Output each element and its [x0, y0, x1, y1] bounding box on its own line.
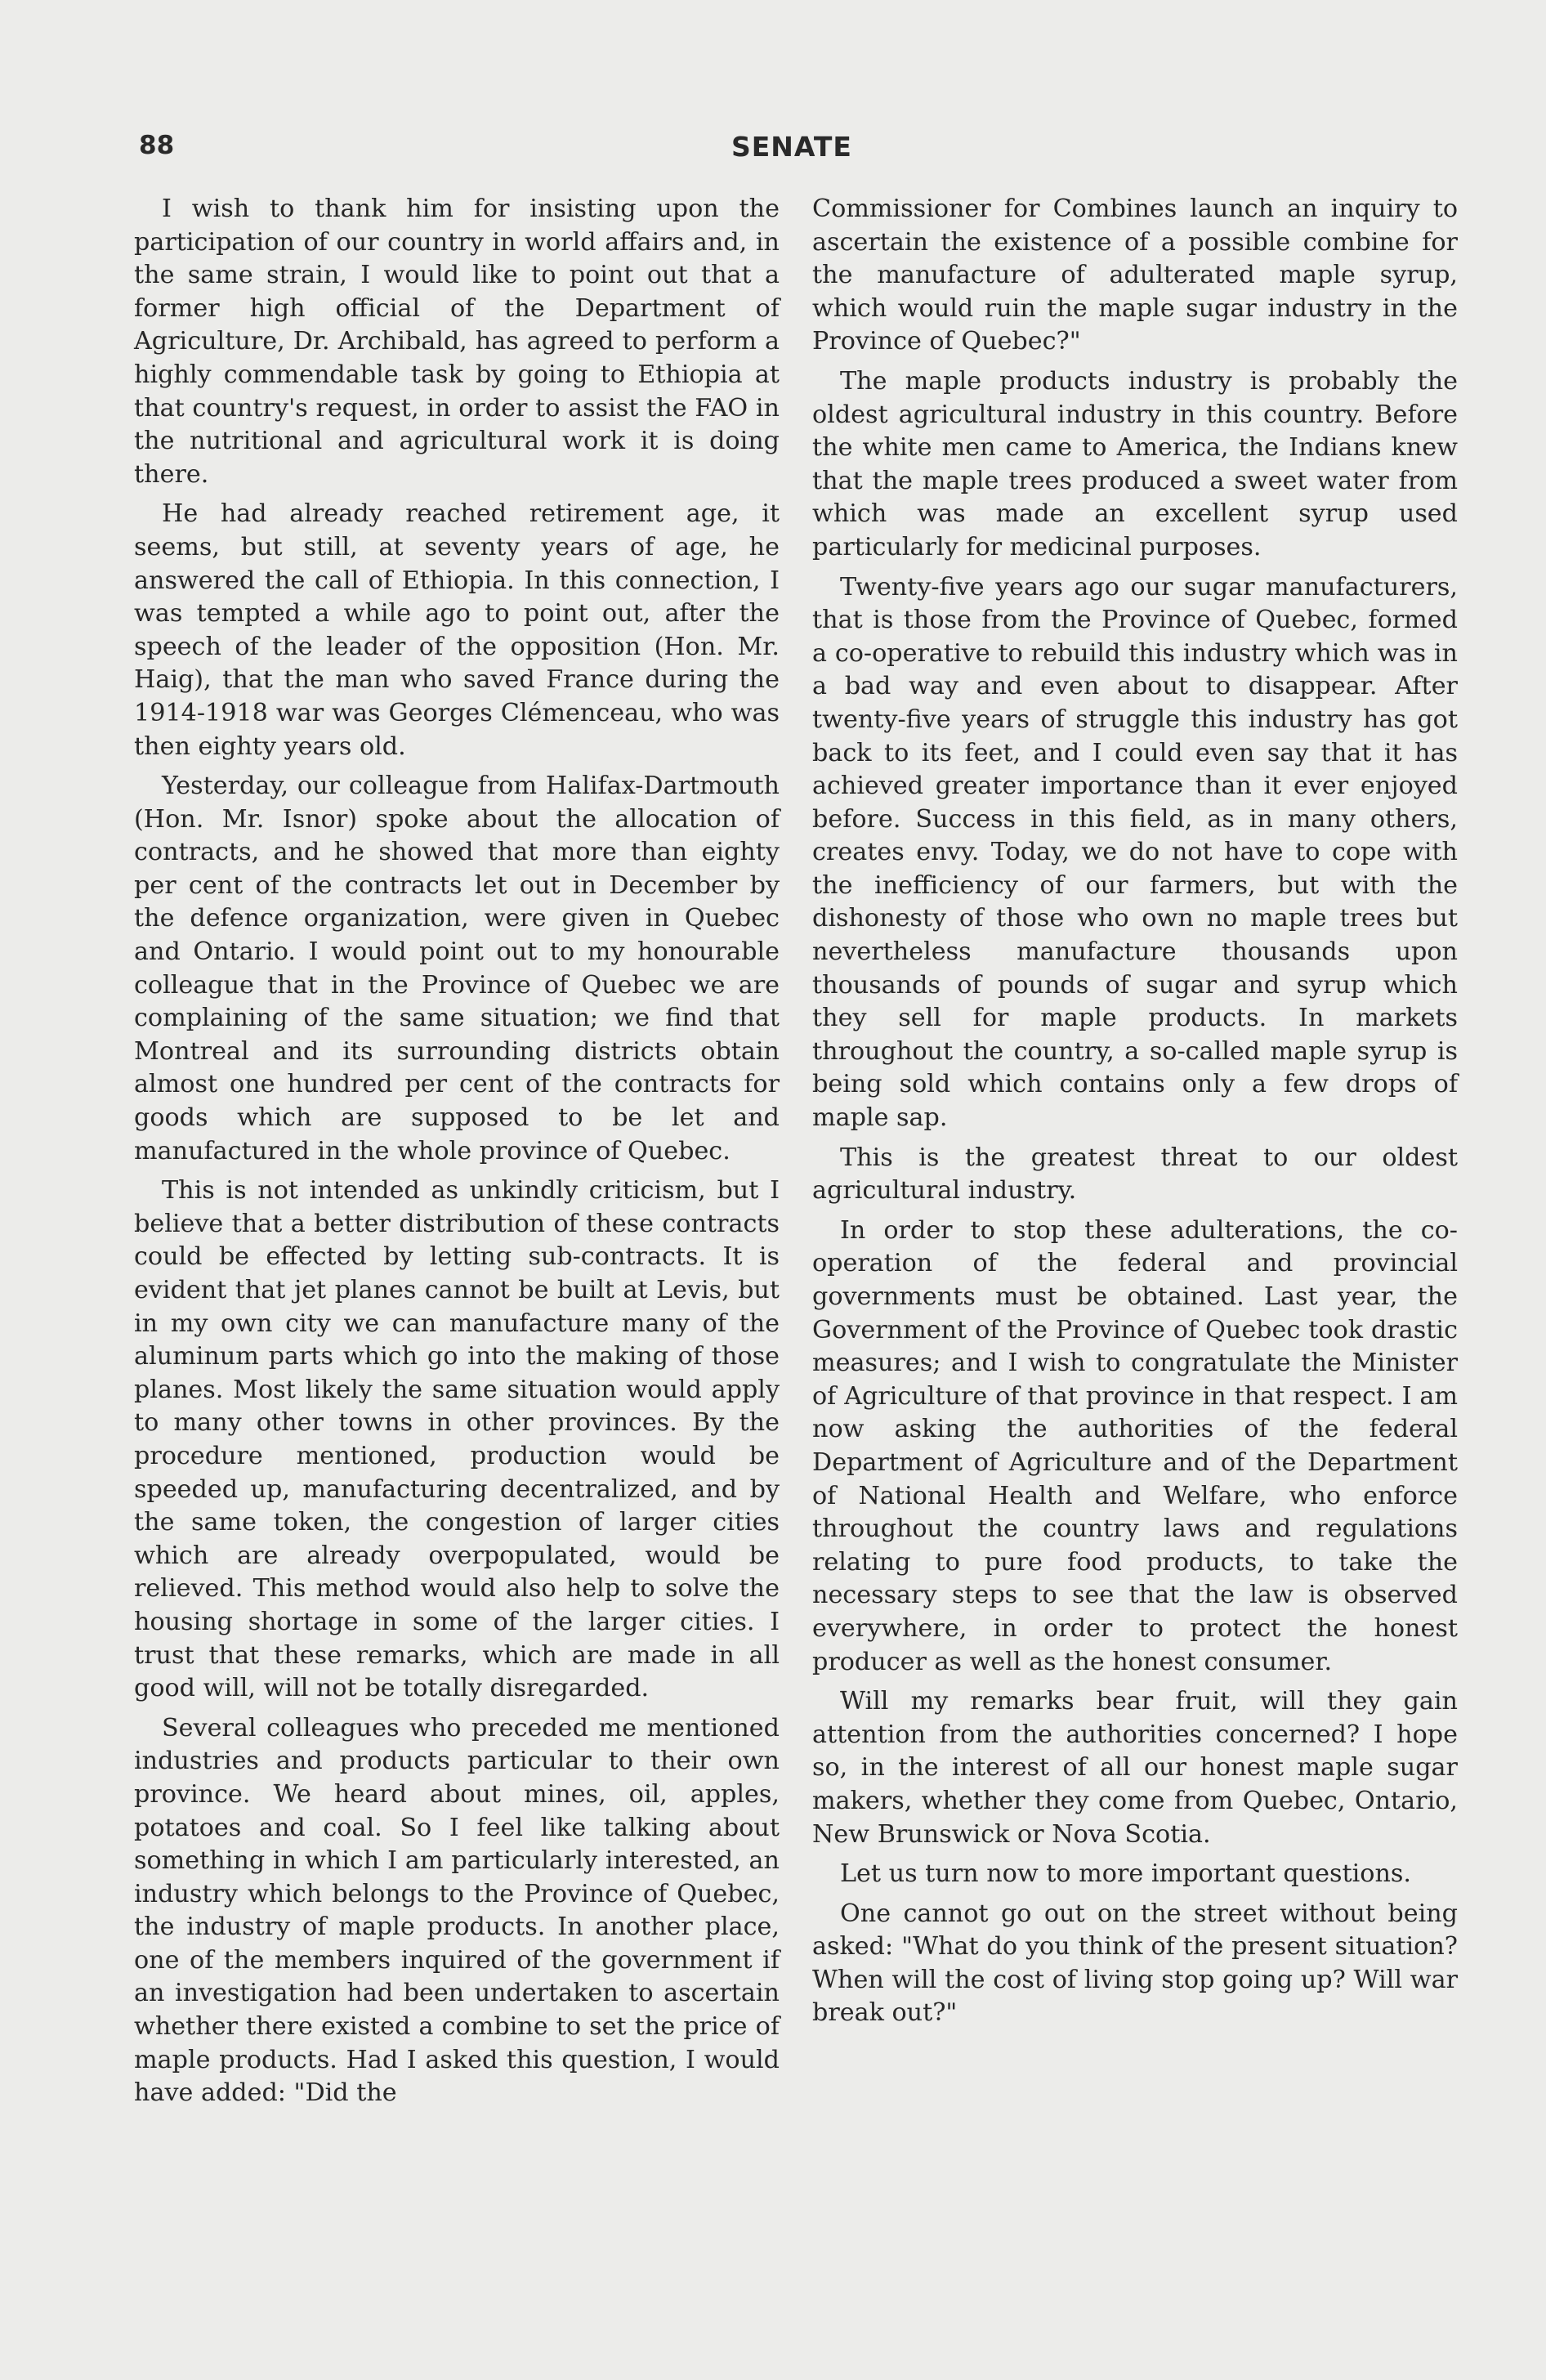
paragraph: This is not intended as unkindly criticism, but I believe that a better distribution of these contracts could be effected by letting sub-contracts. It is evident that jet planes cannot be built at Levis, but in my own city we can manufacture many of the aluminum parts which go into the making of those planes. Most likely the same situation would apply to many other towns in other provinces. By the procedure mentioned, production would be speeded up, manufacturing decentralized, and by the same token, the congestion of larger cities which are already overpopulated, would be relieved. This method would also help to solve the housing shortage in some of the larger cities. I trust that these remarks, which are made in all good will, will not be totally disregarded. [134, 1176, 780, 1703]
right-column [812, 193, 1458, 2037]
running-head: SENATE [731, 131, 852, 163]
paragraph: The maple products industry is probably the oldest agricultural industry in this country. Before the white men came to America, the Indians knew that the maple trees produced a sweet water from which was made an excellent syrup used particularly for medicinal purposes. [812, 366, 1458, 561]
page-number: 88 [139, 131, 175, 160]
paragraph: Twenty-five years ago our sugar manufacturers, that is those from the Province of Quebec, formed a co-operative to rebuild this industry which was in a bad way and even about to disappear. After twenty-five years of struggle this industry has got back to its feet, and I could even say that it has achieved greater importance than it ever enjoyed before. Success in this field, as in many others, creates envy. Today, we do not have to cope with the inefficiency of our farmers, but with the dishonesty of those who own no maple trees but nevertheless manufacture thousands upon thousands of pounds of sugar and syrup which they sell for maple products. In markets throughout the country, a so-called maple syrup is being sold which contains only a few drops of maple sap. [812, 572, 1458, 1133]
paragraph: One cannot go out on the street without being asked: "What do you think of the present situation? When will the cost of living stop going up? Will war break out?" [812, 1899, 1458, 2028]
paragraph: I wish to thank him for insisting upon the participation of our country in world affairs and, in the same strain, I would like to point out that a former high official of the Department of Agriculture, Dr. Archibald, has agreed to perform a highly commendable task by going to Ethiopia at that country's request, in order to assist the FAO in the nutritional and agricultural work it is doing there. [134, 195, 780, 489]
paragraph: In order to stop these adulterations, the co-operation of the federal and provincial governments must be obtained. Last year, the Government of the Province of Quebec took drastic measures; and I wish to congratulate the Minister of Agriculture of that province in that respect. I am now asking the authorities of the federal Department of Agriculture and of the Department of National Health and Welfare, who enforce throughout the country laws and regulations relating to pure food products, to take the necessary steps to see that the law is observed everywhere, in order to protect the honest producer as well as the honest consumer. [812, 1215, 1458, 1676]
paragraph: This is the greatest threat to our oldest agricultural industry. [812, 1143, 1458, 1206]
page-header [139, 131, 1471, 172]
paragraph: Will my remarks bear fruit, will they gain attention from the authorities concerned? I hope so, in the interest of all our honest maple sugar makers, whether they come from Quebec, Ontario, New Brunswick or Nova Scotia. [812, 1687, 1458, 1849]
paragraph: Let us turn now to more important questions. [840, 1859, 1411, 1889]
continued-paragraph: Commissioner for Combines launch an inquiry to ascertain the existence of a possible combine for the manufacture of adulterated maple syrup, which would ruin the maple sugar industry in the Province of Quebec?" [812, 195, 1458, 356]
paragraph: He had already reached retirement age, it seems, but still, at seventy years of age, he answered the call of Ethiopia. In this connection, I was tempted a while ago to point out, after the speech of the leader of the opposition (Hon. Mr. Haig), that the man who saved France during the 1914-1918 war was Georges Clémenceau, who was then eighty years old. [134, 499, 780, 761]
left-column [134, 193, 780, 2117]
paragraph: Yesterday, our colleague from Halifax-Dartmouth (Hon. Mr. Isnor) spoke about the allocation of contracts, and he showed that more than eighty per cent of the contracts let out in December by the defence organization, were given in Quebec and Ontario. I would point out to my honourable colleague that in the Province of Quebec we are complaining of the same situation; we find that Montreal and its surrounding districts obtain almost one hundred per cent of the contracts for goods which are supposed to be let and manufactured in the whole province of Quebec. [134, 772, 780, 1165]
paragraph: Several colleagues who preceded me mentioned industries and products particular to their own province. We heard about mines, oil, apples, potatoes and coal. So I feel like talking about something in which I am particularly interested, an industry which belongs to the Province of Quebec, the industry of maple products. In another place, one of the members inquired of the government if an investigation had been undertaken to ascertain whether there existed a combine to set the price of maple products. Had I asked this question, I would have added: "Did the [134, 1713, 780, 2108]
